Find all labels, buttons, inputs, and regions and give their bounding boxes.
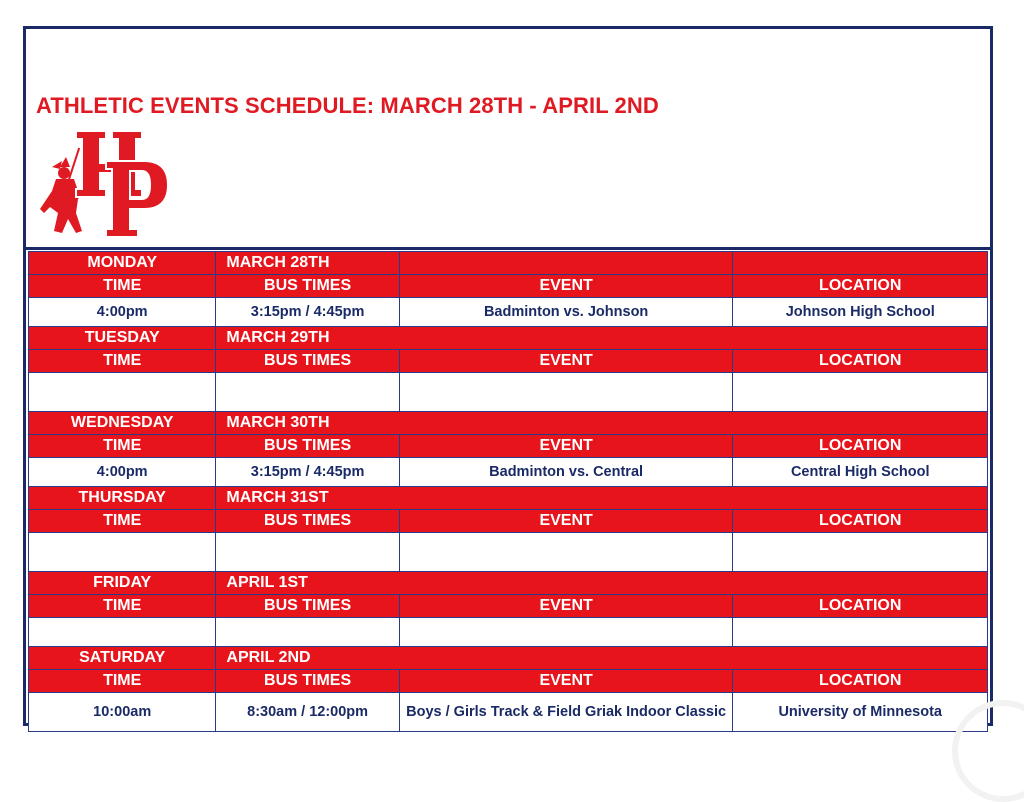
bus-times-header: BUS TIMES: [216, 595, 399, 618]
event-time: 4:00pm: [29, 298, 216, 327]
event-location: [733, 618, 988, 647]
column-header-row: [29, 670, 988, 693]
day-date: APRIL 1ST: [216, 572, 988, 595]
event-bus-times: [216, 533, 399, 572]
page-title: ATHLETIC EVENTS SCHEDULE: MARCH 28TH - APRIL 2ND: [36, 93, 659, 118]
day-name: TUESDAY: [29, 327, 216, 350]
event-time: 4:00pm: [29, 458, 216, 487]
schedule-frame: [23, 26, 993, 726]
event-bus-times: 3:15pm / 4:45pm: [216, 458, 399, 487]
event-name: Badminton vs. Johnson: [399, 298, 733, 327]
event-header: EVENT: [399, 350, 733, 373]
day-name: MONDAY: [29, 252, 216, 275]
bus-times-header: BUS TIMES: [216, 510, 399, 533]
column-header-row: [29, 275, 988, 298]
time-header: TIME: [29, 435, 216, 458]
event-name: Badminton vs. Central: [399, 458, 733, 487]
location-header: LOCATION: [733, 595, 988, 618]
day-row-thursday: [29, 487, 988, 510]
day-row-saturday: [29, 647, 988, 670]
event-name: [399, 373, 733, 412]
event-location: [733, 373, 988, 412]
event-bus-times: [216, 373, 399, 412]
location-header: LOCATION: [733, 510, 988, 533]
day-row-wednesday: [29, 412, 988, 435]
day-date: MARCH 30TH: [216, 412, 988, 435]
time-header: TIME: [29, 595, 216, 618]
event-header: EVENT: [399, 435, 733, 458]
day-name: FRIDAY: [29, 572, 216, 595]
day-row-monday: [29, 252, 988, 275]
school-logo: [38, 127, 170, 241]
day-date: MARCH 28TH: [216, 252, 399, 275]
event-time: [29, 373, 216, 412]
time-header: TIME: [29, 510, 216, 533]
event-bus-times: [216, 618, 399, 647]
event-location: University of Minnesota: [733, 693, 988, 732]
schedule-body: [29, 252, 988, 732]
event-time: [29, 618, 216, 647]
time-header: TIME: [29, 670, 216, 693]
event-bus-times: 8:30am / 12:00pm: [216, 693, 399, 732]
event-row: [29, 458, 988, 487]
day-date: MARCH 29TH: [216, 327, 988, 350]
day-name: SATURDAY: [29, 647, 216, 670]
location-header: LOCATION: [733, 275, 988, 298]
time-header: TIME: [29, 350, 216, 373]
empty-cell: [399, 252, 733, 275]
event-location: Johnson High School: [733, 298, 988, 327]
day-name: WEDNESDAY: [29, 412, 216, 435]
event-row: [29, 693, 988, 732]
day-name: THURSDAY: [29, 487, 216, 510]
event-row: [29, 533, 988, 572]
event-header: EVENT: [399, 595, 733, 618]
event-row: [29, 618, 988, 647]
event-name: Boys / Girls Track & Field Griak Indoor Classic: [399, 693, 733, 732]
day-date: APRIL 2ND: [216, 647, 988, 670]
event-location: [733, 533, 988, 572]
event-row: [29, 298, 988, 327]
location-header: LOCATION: [733, 670, 988, 693]
location-header: LOCATION: [733, 350, 988, 373]
day-date: MARCH 31ST: [216, 487, 988, 510]
bus-times-header: BUS TIMES: [216, 670, 399, 693]
event-location: Central High School: [733, 458, 988, 487]
header-divider: [26, 247, 990, 250]
column-header-row: [29, 435, 988, 458]
event-bus-times: 3:15pm / 4:45pm: [216, 298, 399, 327]
event-name: [399, 533, 733, 572]
day-row-tuesday: [29, 327, 988, 350]
event-header: EVENT: [399, 510, 733, 533]
bus-times-header: BUS TIMES: [216, 275, 399, 298]
day-row-friday: [29, 572, 988, 595]
bus-times-header: BUS TIMES: [216, 435, 399, 458]
empty-cell: [733, 252, 988, 275]
event-header: EVENT: [399, 670, 733, 693]
schedule-table: [28, 251, 988, 732]
location-header: LOCATION: [733, 435, 988, 458]
event-row: [29, 373, 988, 412]
event-time: [29, 533, 216, 572]
column-header-row: [29, 350, 988, 373]
event-time: 10:00am: [29, 693, 216, 732]
bus-times-header: BUS TIMES: [216, 350, 399, 373]
column-header-row: [29, 510, 988, 533]
event-header: EVENT: [399, 275, 733, 298]
column-header-row: [29, 595, 988, 618]
event-name: [399, 618, 733, 647]
time-header: TIME: [29, 275, 216, 298]
